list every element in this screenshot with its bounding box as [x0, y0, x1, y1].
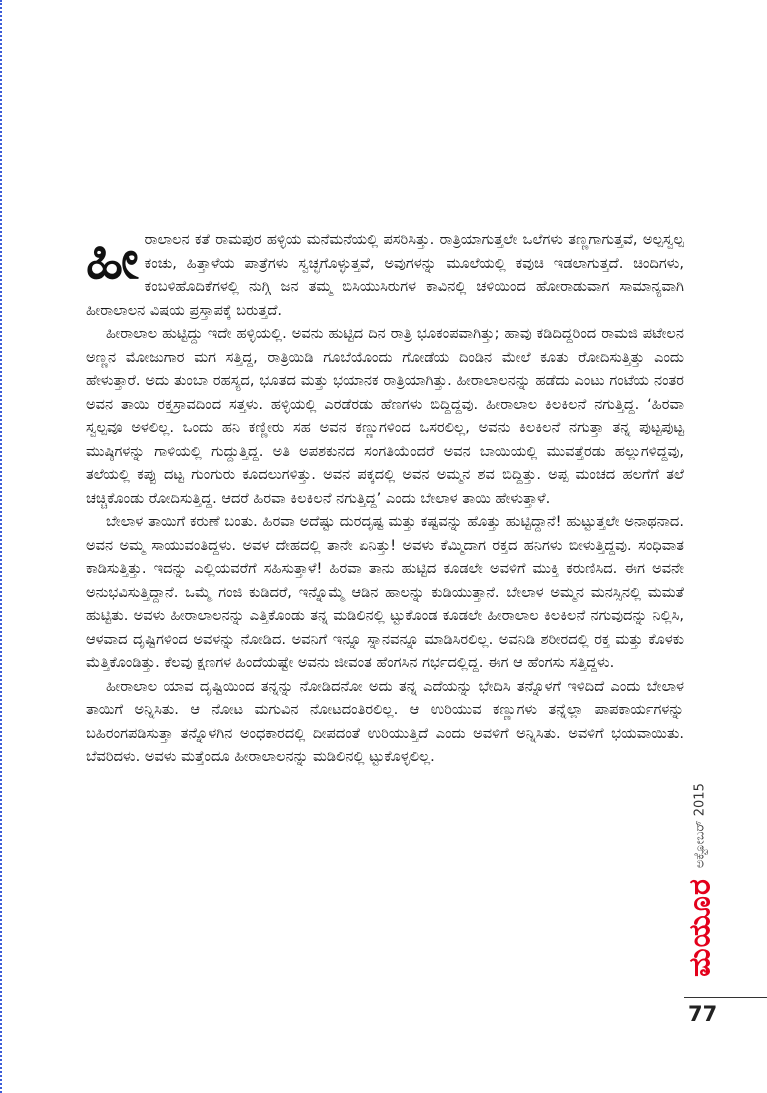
article-paragraph-1	[86, 228, 684, 322]
magazine-sidebar	[682, 770, 718, 990]
article-paragraph-2: ಹೀರಾಲಾಲ ಹುಟ್ಟಿದ್ದು ಇದೇ ಹಳ್ಳಿಯಲ್ಲಿ. ಅವನು ಹುಟ್ಟಿದ ದಿನ ರಾತ್ರಿ ಭೂಕಂಪವಾಗಿತ್ತು; ಹಾವು ಕಡಿದಿದ್ದರಿಂದ ರಾಮಜಿ ಪಟೇಲನ ಅಣ್ಣನ ಮೋಜುಗಾರ ಮಗ ಸತ್ತಿದ್ದ, ರಾತ್ರಿಯಿಡಿ ಗೂಬೆಯೊಂದು ಗೋಡೆಯ ದಿಂಡಿನ ಮೇಲೆ ಕೂತು ರೋದಿಸುತ್ತಿತ್ತು ಎಂದು ಹೇಳುತ್ತಾರೆ. ಅದು ತುಂಬಾ ರಹಸ್ಯದ, ಭೂತದ ಮತ್ತು ಭಯಾನಕ ರಾತ್ರಿಯಾಗಿತ್ತು. ಹೀರಾಲಾಲನನ್ನು ಹಡೆದು ಎಂಟು ಗಂಟೆಯ ನಂತರ ಅವನ ತಾಯಿ ರಕ್ತಸ್ರಾವದಿಂದ ಸತ್ತಳು. ಹಳ್ಳಿಯಲ್ಲಿ ಎರಡೆರಡು ಹೆಣಗಳು ಬಿದ್ದಿದ್ದವು. ಹೀರಾಲಾಲ ಕಿಲಕಿಲನೆ ನಗುತ್ತಿದ್ದ. ‘ಹಿರವಾ ಸ್ವಲ್ಪವೂ ಅಳಲಿಲ್ಲ. ಒಂದು ಹನಿ ಕಣ್ಣೀರು ಸಹ ಅವನ ಕಣ್ಣುಗಳಿಂದ ಒಸರಲಿಲ್ಲ, ಅವನು ಕಿಲಕಿಲನೆ ನಗುತ್ತಾ ತನ್ನ ಪುಟ್ಟಪುಟ್ಟ ಮುಷ್ಠಿಗಳನ್ನು ಗಾಳಿಯಲ್ಲಿ ಗುದ್ದುತ್ತಿದ್ದ. ಅತಿ ಅಪಶಕುನದ ಸಂಗತಿಯೆಂದರೆ ಅವನ ಬಾಯಿಯಲ್ಲಿ ಮುವತ್ತೆರಡು ಹಲ್ಲುಗಳಿದ್ದವು, ತಲೆಯಲ್ಲಿ ಕಪ್ಪು ದಟ್ಟ ಗುಂಗುರು ಕೂದಲುಗಳಿತ್ತು. ಅವನ ಪಕ್ಕದಲ್ಲಿ ಅವನ ಅಮ್ಮನ ಶವ ಬಿದ್ದಿತ್ತು. ಅಪ್ಪ ಮಂಚದ ಹಲಗೆಗೆ ತಲೆ ಚಚ್ಚಿಕೊಂಡು ರೋದಿಸುತ್ತಿದ್ದ. ಆದರೆ ಹಿರವಾ ಕಿಲಕಿಲನೆ ನಗುತ್ತಿದ್ದ’ ಎಂದು ಬೇಲಾಳ ತಾಯಿ ಹೇಳುತ್ತಾಳೆ.	[86, 325, 684, 507]
article-paragraph-4: ಹೀರಾಲಾಲ ಯಾವ ದೃಷ್ಟಿಯಿಂದ ತನ್ನನ್ನು ನೋಡಿದನೋ ಅದು ತನ್ನ ಎದೆಯನ್ನು ಭೇದಿಸಿ ತನ್ನೊಳಗೆ ಇಳಿದಿದೆ ಎಂದು ಬೇಲಾಳ ತಾಯಿಗೆ ಅನ್ನಿಸಿತು. ಆ ನೋಟ ಮಗುವಿನ ನೋಟದಂತಿರಲಿಲ್ಲ. ಆ ಉರಿಯುವ ಕಣ್ಣುಗಳು ತನ್ನೆಲ್ಲಾ ಪಾಪಕಾರ್ಯಗಳನ್ನು ಬಹಿರಂಗಪಡಿಸುತ್ತಾ ತನ್ನೊಳಗಿನ ಅಂಧಕಾರದಲ್ಲಿ ದೀಪದಂತೆ ಉರಿಯುತ್ತಿದೆ ಎಂದು ಅವಳಿಗೆ ಅನ್ನಿಸಿತು. ಅವಳಿಗೆ ಭಯವಾಯಿತು. ಬೆವರಿದಳು. ಅವಳು ಮತ್ತೆಂದೂ ಹೀರಾಲಾಲನನ್ನು ಮಡಿಲಿನಲ್ಲಿ ಟ್ಟುಕೊಳ್ಳಲಿಲ್ಲ.	[86, 677, 684, 765]
paragraph-text: ರಾಲಾಲನ ಕತೆ ರಾಮಪುರ ಹಳ್ಳಿಯ ಮನೆಮನೆಯಲ್ಲಿ ಪಸರಿಸಿತ್ತು. ರಾತ್ರಿಯಾಗುತ್ತಲೇ ಒಲೆಗಳು ತಣ್ಣಗಾಗುತ್ತವೆ, ಅಲ್ಪಸ್ವಲ್ಪ ಕಂಚು, ಹಿತ್ತಾಳೆಯ ಪಾತ್ರೆಗಳು ಸ್ವಚ್ಛಗೊಳ್ಳುತ್ತವೆ, ಅವುಗಳನ್ನು ಮೂಲೆಯಲ್ಲಿ ಕವುಚಿ ಇಡಲಾಗುತ್ತದೆ. ಚಿಂದಿಗಳು, ಕಂಬಳಿಹೊದಿಕೆಗಳಲ್ಲಿ ನುಗ್ಗಿ ಜನ ತಮ್ಮ ಬಿಸಿಯುಸಿರುಗಳ ಕಾವಿನಲ್ಲಿ ಚಳಿಯಿಂದ ಹೋರಾಡುವಾಗ ಸಾಮಾನ್ಯವಾಗಿ ಹೀರಾಲಾಲನ ವಿಷಯ ಪ್ರಸ್ತಾಪಕ್ಕೆ ಬರುತ್ತದೆ.	[86, 231, 684, 319]
page-edge-rule	[0, 0, 4, 1093]
magazine-name: ಮಯೂರ	[682, 878, 718, 977]
page-number: 77	[688, 1002, 718, 1026]
article-paragraph-3: ಬೇಲಾಳ ತಾಯಿಗೆ ಕರುಣೆ ಬಂತು. ಹಿರವಾ ಅದೆಷ್ಟು ದುರದೃಷ್ಟ ಮತ್ತು ಕಷ್ಟವನ್ನು ಹೊತ್ತು ಹುಟ್ಟಿದ್ದಾನೆ! ಹುಟ್ಟುತ್ತಲೇ ಅನಾಥನಾದ. ಅವನ ಅಮ್ಮ ಸಾಯುವಂತಿದ್ದಳು. ಅವಳ ದೇಹದಲ್ಲಿ ತಾನೇ ಏನಿತ್ತು! ಅವಳು ಕೆಮ್ಮಿದಾಗ ರಕ್ತದ ಹನಿಗಳು ಬೀಳುತ್ತಿದ್ದವು. ಸಂಧಿವಾತ ಕಾಡಿಸುತ್ತಿತ್ತು. ಇದನ್ನು ಎಲ್ಲಿಯವರೆಗೆ ಸಹಿಸುತ್ತಾಳೆ! ಹಿರವಾ ತಾನು ಹುಟ್ಟಿದ ಕೂಡಲೇ ಅವಳಿಗೆ ಮುಕ್ತಿ ಕರುಣಿಸಿದ. ಈಗ ಅವನೇ ಅನುಭವಿಸುತ್ತಿದ್ದಾನೆ. ಒಮ್ಮೆ ಗಂಜಿ ಕುಡಿದರೆ, ಇನ್ನೊಮ್ಮೆ ಆಡಿನ ಹಾಲನ್ನು ಕುಡಿಯುತ್ತಾನೆ. ಬೇಲಾಳ ಅಮ್ಮನ ಮನಸ್ಸಿನಲ್ಲಿ ಮಮತೆ ಹುಟ್ಟಿತು. ಅವಳು ಹೀರಾಲಾಲನನ್ನು ಎತ್ತಿಕೊಂಡು ತನ್ನ ಮಡಿಲಿನಲ್ಲಿ ಟ್ಟುಕೊಂಡ ಕೂಡಲೇ ಹೀರಾಲಾಲ ಕಿಲಕಿಲನೆ ನಗುವುದನ್ನು ನಿಲ್ಲಿಸಿ, ಆಳವಾದ ದೃಷ್ಟಿಗಳಿಂದ ಅವಳನ್ನು ನೋಡಿದ. ಅವನಿಗೆ ಇನ್ನೂ ಸ್ನಾನವನ್ನೂ ಮಾಡಿಸಿರಲಿಲ್ಲ. ಅವನಿಡಿ ಶರೀರದಲ್ಲಿ ರಕ್ತ ಮತ್ತು ಕೊಳಕು ಮೆತ್ತಿಕೊಂಡಿತ್ತು. ಕೆಲವು ಕ್ಷಣಗಳ ಹಿಂದೆಯಷ್ಟೇ ಅವನು ಜೀವಂತ ಹೆಂಗಸಿನ ಗರ್ಭದಲ್ಲಿದ್ದ. ಈಗ ಆ ಹೆಂಗಸು ಸತ್ತಿದ್ದಳು.	[86, 513, 684, 671]
issue-date: ಅಕ್ಟೋಬರ್ 2015	[692, 783, 708, 869]
footer-rule	[684, 997, 767, 998]
article-body	[86, 228, 684, 769]
drop-cap: ಹೀ	[86, 228, 139, 291]
